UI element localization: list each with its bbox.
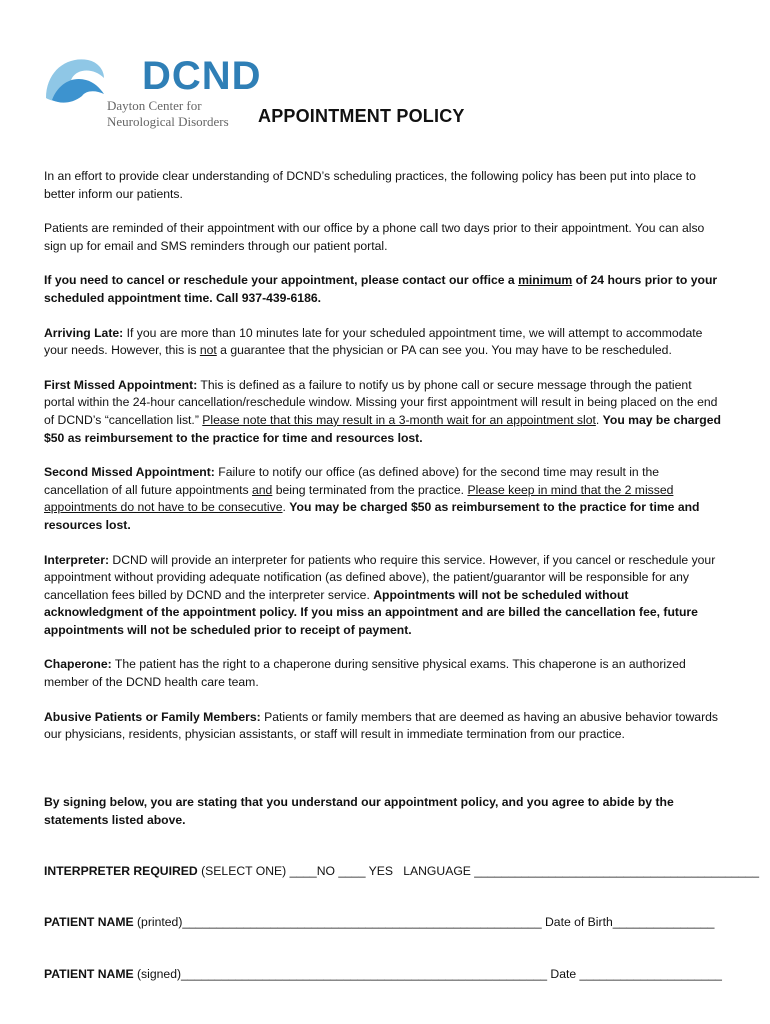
second-missed-and: and xyxy=(252,482,273,497)
late-not: not xyxy=(199,343,217,358)
first-missed-text-2: . xyxy=(595,412,603,427)
interpreter-required-fields[interactable]: (SELECT ONE) ____NO ____ YES LANGUAGE __________________________________________ xyxy=(197,864,759,878)
logo-brand: DCND xyxy=(142,54,262,98)
chaperone-paragraph xyxy=(44,656,724,691)
first-missed-underlined: Please note that this may result in a 3-month wait for an appointment slot xyxy=(202,412,596,427)
cancel-text-2: of 24 hours prior to your scheduled appointment time. Call 937-439-6186. xyxy=(44,273,718,305)
late-text-1: If you are more than 10 minutes late for your scheduled appointment time, we will attempt to accommodate your needs. However, this is xyxy=(44,325,703,358)
cancel-minimum: minimum xyxy=(518,273,573,288)
patient-name-printed-fields[interactable]: (printed)_____________________________________________________ Date of Birth_______________ xyxy=(133,915,715,929)
second-missed-text-3: . xyxy=(282,500,290,515)
late-heading: Arriving Late: xyxy=(44,325,124,340)
second-missed-underlined: Please keep in mind that the 2 missed appointments do not have to be consecutive xyxy=(44,482,674,515)
interpreter-heading: Interpreter: xyxy=(44,552,110,567)
abusive-heading: Abusive Patients or Family Members: xyxy=(44,709,261,724)
interpreter-paragraph xyxy=(44,552,724,640)
first-missed-paragraph xyxy=(44,377,724,447)
cancel-paragraph xyxy=(44,272,724,307)
patient-name-signed-label: PATIENT NAME xyxy=(44,967,134,981)
interpreter-text: DCND will provide an interpreter for patients who require this service. However, if you cancel or reschedule your appointment without providing adequate notification (as defined above), the patient/guarantor will be responsible for any cancellation fees billed by DCND and the interpreter service. xyxy=(44,552,716,602)
second-missed-paragraph xyxy=(44,464,724,534)
first-missed-heading: First Missed Appointment: xyxy=(44,377,198,392)
late-text-2: a guarantee that the physician or PA can see you. You may have to be rescheduled. xyxy=(216,343,672,358)
logo-subtitle-line1: Dayton Center for xyxy=(107,98,202,113)
logo-subtitle-line2: Neurological Disorders xyxy=(107,114,229,129)
second-missed-text-2: being terminated from the practice. xyxy=(272,482,468,497)
second-missed-text-1: Failure to notify our office (as defined above) for the second time may result in the cancellation of all future appointments xyxy=(44,465,660,497)
late-paragraph xyxy=(44,325,724,360)
chaperone-heading: Chaperone: xyxy=(44,657,112,672)
page-title: APPOINTMENT POLICY xyxy=(258,106,465,126)
intro-paragraph: In an effort to provide clear understanding of DCND’s scheduling practices, the following policy has been put into place to better inform our patients. xyxy=(44,169,696,201)
cancel-text-1: If you need to cancel or reschedule your appointment, please contact our office a xyxy=(44,273,519,288)
abusive-text: Patients or family members that are deemed as having an abusive behavior towards our physicians, residents, physician assistants, or staff will result in immediate termination from our practice. xyxy=(44,709,719,742)
second-missed-heading: Second Missed Appointment: xyxy=(44,465,215,480)
policy-content xyxy=(44,168,724,761)
patient-name-printed-line[interactable] xyxy=(44,915,714,929)
interpreter-required-line[interactable] xyxy=(44,864,759,878)
first-missed-text-1: This is defined as a failure to notify us by phone call or secure message through the patient portal within the 24-hour cancellation/reschedule window. Missing your first appointment will result in being placed on the end of DCND’s “cancellation list.” xyxy=(44,377,718,427)
first-missed-charge: You may be charged $50 as reimbursement to the practice for time and resources lost. xyxy=(44,412,721,445)
patient-name-signed-line[interactable] xyxy=(44,967,722,981)
chaperone-text: The patient has the right to a chaperone during sensitive physical exams. This chaperone is an authorized member of the DCND health care team. xyxy=(44,657,686,690)
wave-logo-icon xyxy=(42,54,106,106)
interpreter-required-label: INTERPRETER REQUIRED xyxy=(44,864,198,878)
patient-name-signed-fields[interactable]: (signed)______________________________________________________ Date _____________________ xyxy=(133,967,722,981)
interpreter-bold: Appointments will not be scheduled without acknowledgment of the appointment policy. If you miss an appointment and are billed the cancellation fee, future appointments will not be scheduled prior to receipt of payment. xyxy=(44,587,698,637)
second-missed-charge: You may be charged $50 as reimbursement to the practice for time and resources lost. xyxy=(44,500,700,532)
dcnd-logo xyxy=(42,52,262,136)
abusive-paragraph xyxy=(44,709,724,744)
patient-name-printed-label: PATIENT NAME xyxy=(44,915,134,929)
signing-statement: By signing below, you are stating that you understand our appointment policy, and you agree to abide by the statements listed above. xyxy=(44,795,674,827)
reminders-paragraph: Patients are reminded of their appointment with our office by a phone call two days prior to their appointment. You can also sign up for email and SMS reminders through our patient portal. xyxy=(44,221,705,253)
logo-subtitle xyxy=(107,98,229,130)
